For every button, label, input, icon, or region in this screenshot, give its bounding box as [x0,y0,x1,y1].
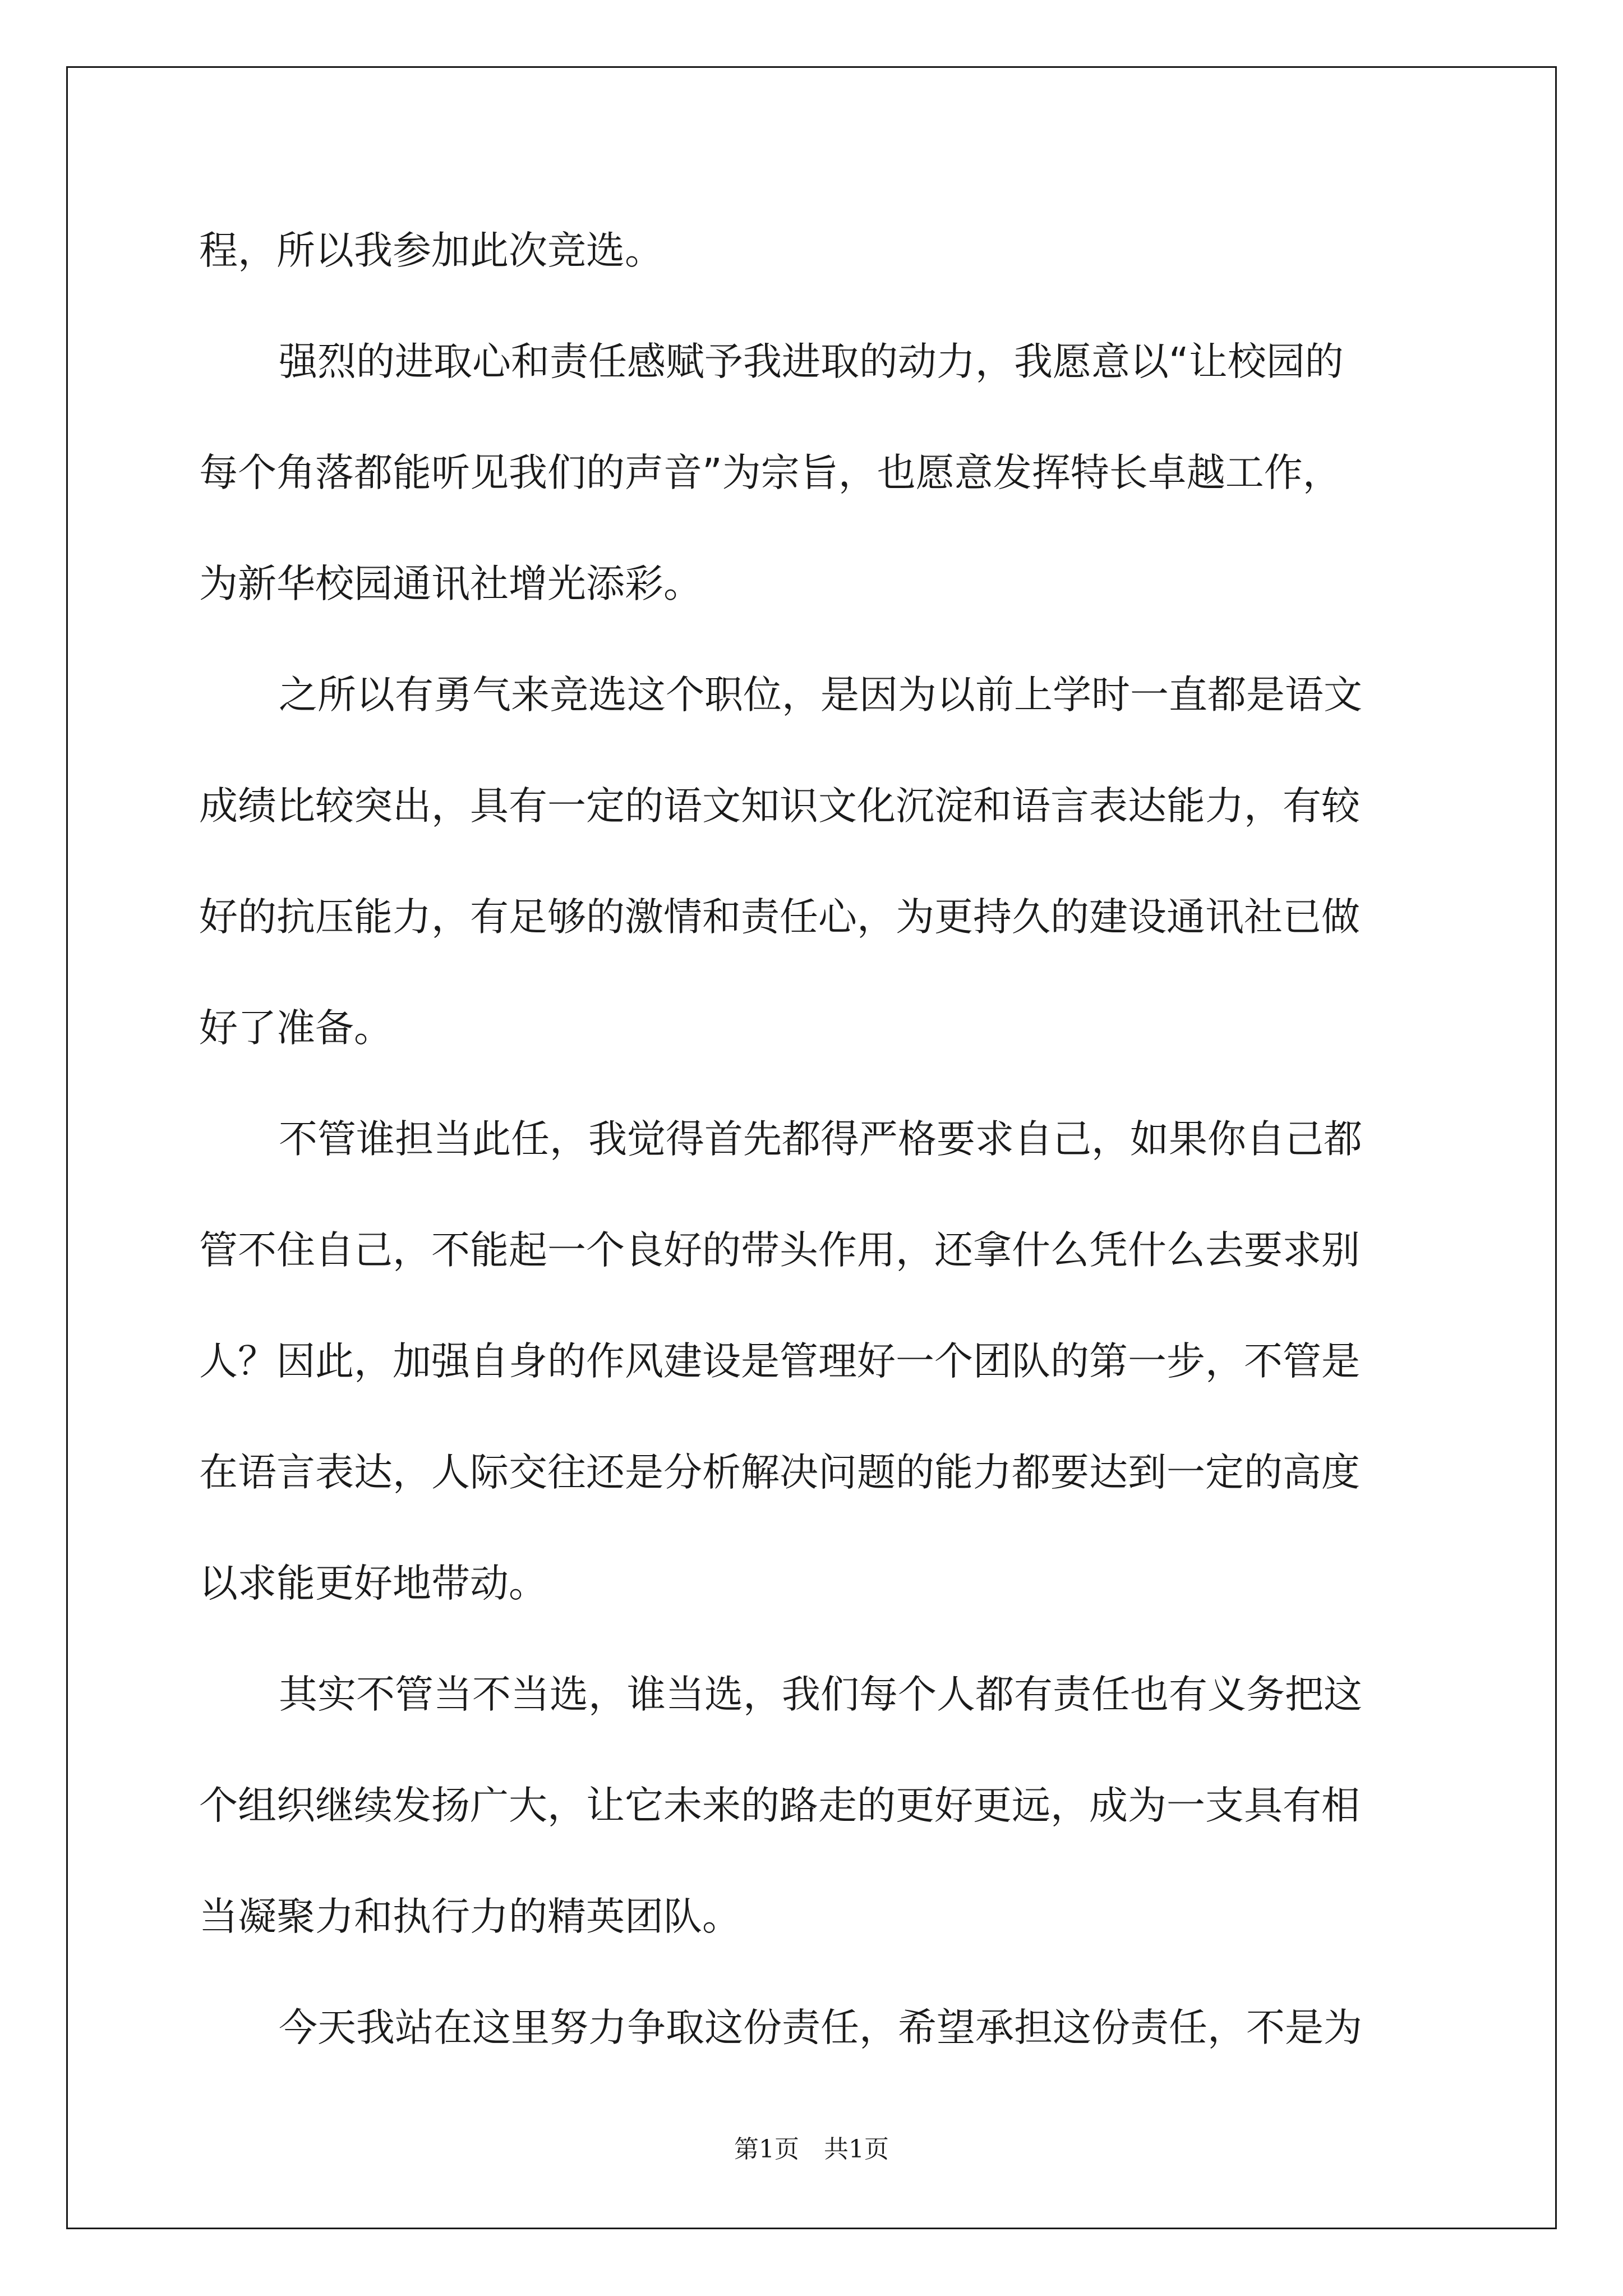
text-line: 好了准备。 [199,1006,393,1051]
text-line: 每个角落都能听见我们的声音”为宗旨，也愿意发挥特长卓越工作， [199,450,1341,495]
text-line: 之所以有勇气来竞选这个职位，是因为以前上学时一直都是语文 [279,673,1362,717]
text-line: 强烈的进取心和责任感赋予我进取的动力，我愿意以“让校园的 [279,339,1344,384]
text-line: 人？因此，加强自身的作风建设是管理好一个团队的第一步，不管是 [199,1339,1360,1384]
text-line: 好的抗压能力，有足够的激情和责任心，为更持久的建设通讯社已做 [199,895,1360,940]
text-line: 程，所以我参加此次竞选。 [199,228,663,273]
document-body [199,195,1424,2083]
text-line: 以求能更好地带动。 [199,1561,547,1606]
text-line: 今天我站在这里努力争取这份责任，希望承担这份责任，不是为 [279,2005,1362,2050]
text-line: 不管谁担当此任，我觉得首先都得严格要求自己，如果你自己都 [279,1117,1362,1162]
text-line: 管不住自己，不能起一个良好的带头作用，还拿什么凭什么去要求别 [199,1228,1360,1273]
text-line: 其实不管当不当选，谁当选，我们每个人都有责任也有义务把这 [279,1672,1362,1717]
page-number-label: 第1页 共1页 [734,2135,889,2164]
text-line: 为新华校园通讯社增光添彩。 [199,562,702,606]
text-line: 个组织继续发扬广大，让它未来的路走的更好更远，成为一支具有相 [199,1783,1360,1828]
text-line: 当凝聚力和执行力的精英团队。 [199,1894,741,1939]
text-line: 在语言表达，人际交往还是分析解决问题的能力都要达到一定的高度 [199,1450,1360,1495]
page-footer [0,2129,1623,2165]
text-line: 成绩比较突出，具有一定的语文知识文化沉淀和语言表达能力，有较 [199,784,1360,829]
